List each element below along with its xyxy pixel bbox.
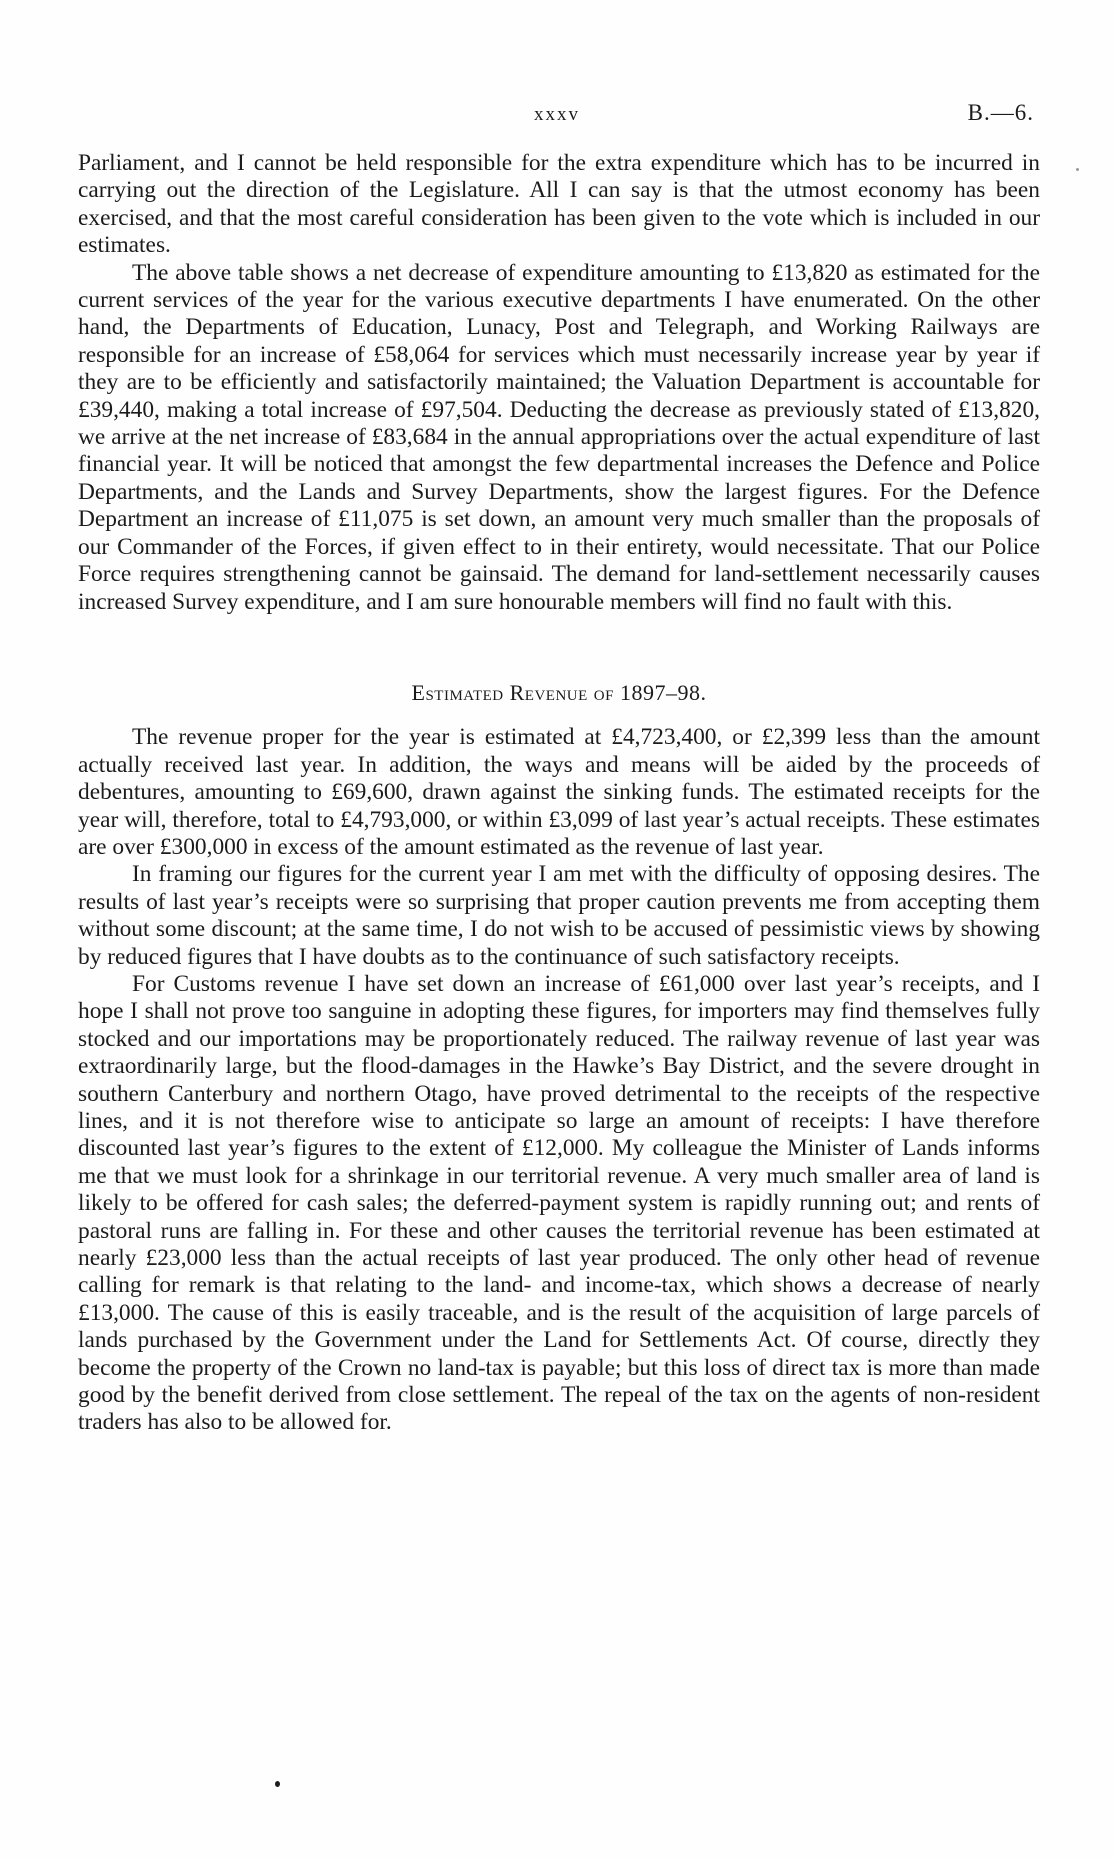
paragraph: Parliament, and I cannot be held responsible for the extra expenditure which has to be incurred in carrying out the direction of the Legislature. All I can say is that the utmost economy has been exercised, and that the most careful consideration has been given to the vote which is included in our estimates. — [78, 150, 1040, 259]
body-text — [78, 150, 1040, 1437]
section-heading: Estimated Revenue of 1897–98. — [411, 679, 707, 705]
paragraph: The revenue proper for the year is estimated at £4,723,400, or £2,399 less than the amount actually received last year. In addition, the ways and means will be aided by the proceeds of debentures, amounting to £69,600, drawn against the sinking funds. The estimated receipts for the year will, therefore, total to £4,793,000, or within £3,099 of last year’s actual receipts. These estimates are over £300,000 in excess of the amount estimated as the revenue of last year. — [78, 724, 1040, 860]
footer-mark — [275, 1781, 280, 1787]
paragraph: For Customs revenue I have set down an increase of £61,000 over last year’s receipts, and I hope I shall not prove too sanguine in adopting these figures, for importers may find themselves fully stocked and our importations may be proportionately reduced. The railway revenue of last year was extraordinarily large, but the flood-damages in the Hawke’s Bay District, and the severe drought in southern Canterbury and northern Otago, have proved detrimental to the receipts of the respective lines, and it is not therefore wise to anticipate so large an amount of receipts: I have therefore discounted last year’s figures to the extent of £12,000. My colleague the Minister of Lands informs me that we must look for a shrinkage in our territorial revenue. A very much smaller area of land is likely to be offered for cash sales; the deferred-payment system is rapidly running out; and rents of pastoral runs are falling in. For these and other causes the territorial revenue has been estimated at nearly £23,000 less than the actual receipts of last year produced. The only other head of revenue calling for remark is that relating to the land- and income-tax, which shows a decrease of nearly £13,000. The cause of this is easily traceable, and is the result of the acquisition of large parcels of lands purchased by the Government under the Land for Settlements Act. Of course, directly they become the property of the Crown no land-tax is payable; but this loss of direct tax is more than made good by the benefit derived from close settlement. The repeal of the tax on the agents of non-resident traders has also to be allowed for. — [78, 970, 1040, 1436]
paragraph: In framing our figures for the current year I am met with the difficulty of opposing desires. The results of last year’s receipts were so surprising that proper caution prevents me from accepting them without some discount; at the same time, I do not wish to be accused of pessimistic views by showing by reduced figures that I have doubts as to the continuance of such satisfactory receipts. — [78, 861, 1040, 970]
page-number: xxxv — [534, 104, 580, 125]
document-reference: B.—6. — [967, 100, 1034, 125]
margin-mark — [1076, 168, 1079, 171]
paragraph: The above table shows a net decrease of expenditure amounting to £13,820 as estimated for the current services of the year for the various executive departments I have enumerated. On the other hand, the Departments of Education, Lunacy, Post and Telegraph, and Working Railways are responsible for an increase of £58,064 for services which must necessarily increase year by year if they are to be efficiently and satisfactorily maintained; the Valuation Department is accountable for £39,440, making a total increase of £97,504. Deducting the decrease as previously stated of £13,820, we arrive at the net increase of £83,684 in the annual appropriations over the actual expenditure of last financial year. It will be noticed that amongst the few departmental increases the Defence and Police Departments, and the Lands and Survey Departments, show the largest figures. For the Defence Department an increase of £11,075 is set down, an amount very much smaller than the proposals of our Commander of the Forces, if given effect to in their entirety, would necessitate. That our Police Force requires strengthening cannot be gainsaid. The demand for land-settlement necessarily causes increased Survey expenditure, and I am sure honourable members will find no fault with this. — [78, 259, 1040, 615]
